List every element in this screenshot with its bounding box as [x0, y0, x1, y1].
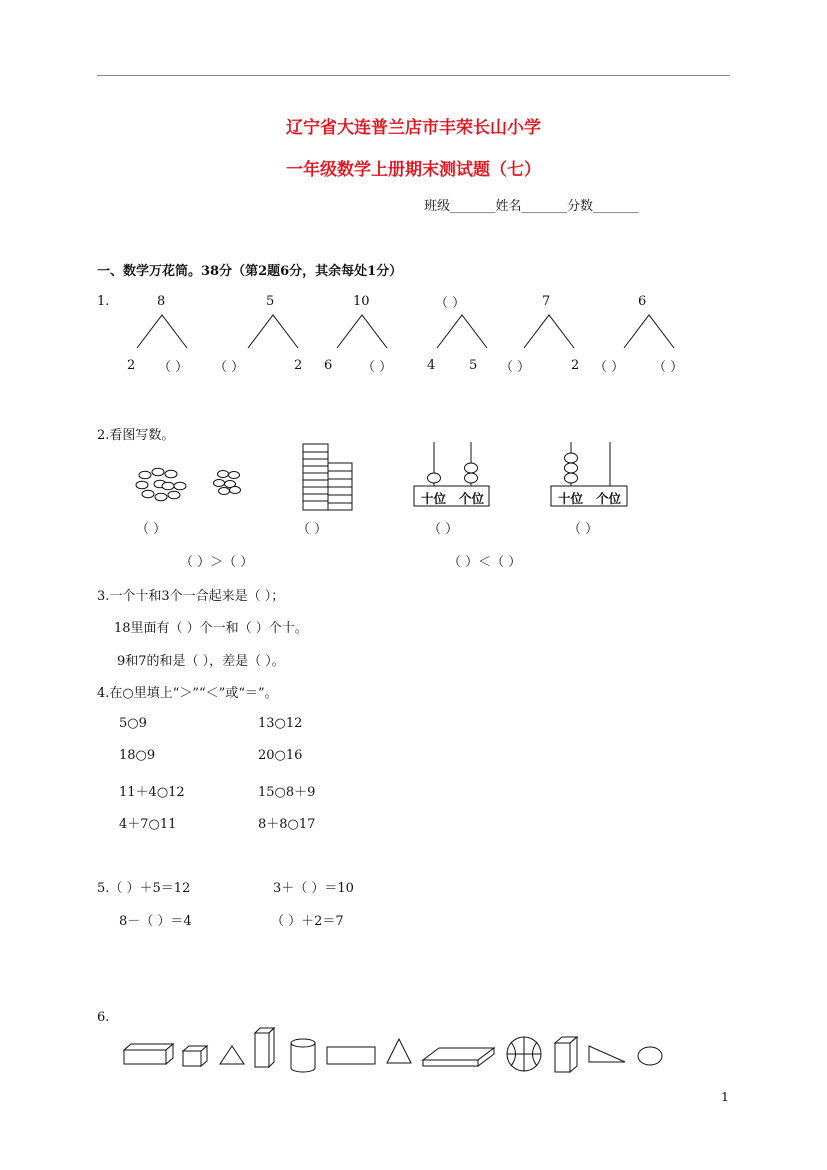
bond-top: 6: [638, 294, 647, 309]
compare-item: 13○12: [258, 716, 303, 731]
bond-top: 5: [266, 294, 275, 309]
compare-item: 8＋8○17: [258, 817, 316, 832]
cuboid-long-shape: [124, 1044, 173, 1064]
q6-number: 6.: [97, 1010, 110, 1025]
compare-item: 20○16: [258, 748, 303, 763]
compare-item: 5○9: [119, 716, 147, 731]
bond-bottom-left: （ ）: [500, 360, 531, 375]
equation-item: （ ）＋2＝7: [271, 914, 344, 929]
compare-item: 11＋4○12: [119, 785, 185, 800]
bond-top: 10: [353, 294, 370, 309]
cube-shape: [183, 1046, 207, 1066]
q4-title: 4.在○里填上“＞”“＜”或“＝”。: [97, 686, 278, 701]
bond-top: 8: [157, 294, 166, 309]
school-title: 辽宁省大连普兰店市丰荣长山小学: [286, 118, 541, 138]
page-number: 1: [721, 1089, 729, 1104]
bond-bottom-right: 5: [469, 358, 478, 373]
bond-bottom-right: 2: [571, 358, 580, 373]
answer-blank: （ ）: [297, 522, 328, 537]
bond-bottom-right: （ ）: [653, 360, 684, 375]
bond-bottom-left: 4: [427, 358, 436, 373]
ellipse-shape: [638, 1047, 662, 1065]
equation-item: 8－（ ）＝4: [119, 914, 192, 929]
abacus-ones-label: 个位: [459, 491, 485, 506]
abacus-tens-label: 十位: [421, 491, 447, 506]
equation-item: 5.（ ）＋5＝12: [97, 881, 191, 896]
bond-bottom-right: （ ）: [362, 360, 393, 375]
abacus-ones-label: 个位: [596, 491, 622, 506]
q2-title: 2.看图写数。: [97, 428, 175, 443]
compare-greater: （ ）＞（ ）: [180, 555, 254, 570]
bond-top: 7: [542, 294, 551, 309]
student-info-line: 班级_______姓名_______分数_______: [424, 199, 639, 214]
bond-bottom-left: （ ）: [594, 360, 625, 375]
section-heading: 一、数学万花筒。38分（第2题6分，其余每处1分）: [97, 264, 403, 279]
answer-blank: （ ）: [428, 522, 459, 537]
triangle-tall-shape: [387, 1039, 411, 1063]
cuboid-upright-shape: [555, 1037, 577, 1072]
bond-bottom-right: 2: [294, 358, 303, 373]
rectangle-shape: [327, 1047, 375, 1064]
compare-item: 4＋7○11: [119, 817, 177, 832]
q3-line1: 3.一个十和3个一合起来是（ ）；: [97, 589, 285, 604]
abacus-tens-label: 十位: [558, 491, 584, 506]
compare-item: 18○9: [119, 748, 156, 763]
compare-less: （ ）＜（ ）: [448, 555, 522, 570]
bond-bottom-left: 2: [127, 358, 136, 373]
triangle-shape: [220, 1046, 244, 1064]
flat-cuboid-shape: [423, 1048, 494, 1066]
answer-blank: （ ）: [136, 522, 167, 537]
bond-bottom-right: （ ）: [158, 360, 189, 375]
q3-line2: 18里面有（ ）个一和（ ）个十。: [114, 621, 308, 636]
cuboid-tall-shape: [255, 1028, 274, 1067]
compare-item: 15○8＋9: [258, 785, 316, 800]
exam-title: 一年级数学上册期末测试题（七）: [286, 160, 541, 180]
equation-item: 3＋（ ）＝10: [273, 881, 354, 896]
q1-number: 1.: [97, 294, 110, 309]
bond-bottom-left: （ ）: [214, 360, 245, 375]
cylinder-shape: [291, 1039, 315, 1072]
q3-line3: 9和7的和是（ ），差是（ ）。: [117, 654, 285, 669]
ball-shape: [507, 1037, 541, 1071]
bond-top: （ ）: [435, 296, 466, 311]
right-triangle-shape: [589, 1046, 625, 1062]
bond-bottom-left: 6: [324, 358, 333, 373]
answer-blank: （ ）: [568, 522, 599, 537]
